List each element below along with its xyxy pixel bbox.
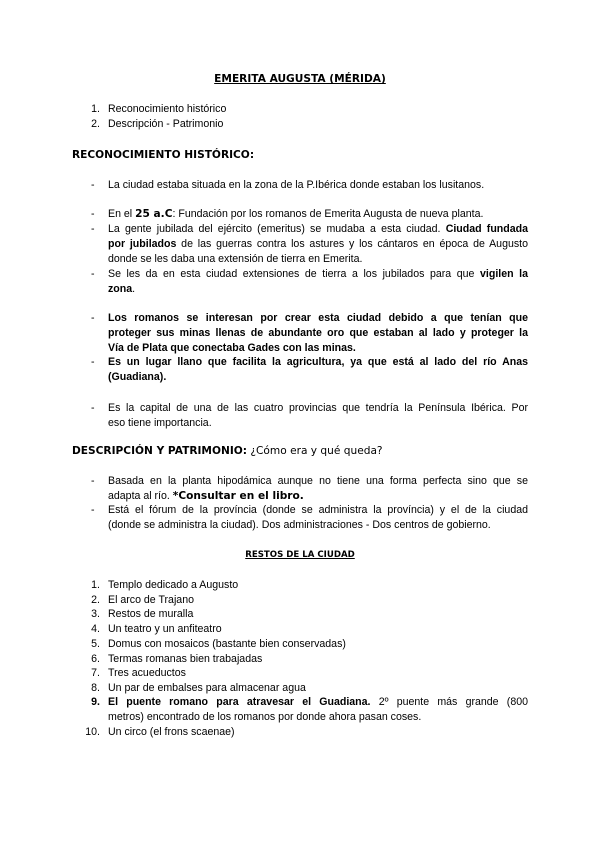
- list-item: Tres acueductos: [108, 667, 186, 679]
- list-number: 6.: [91, 653, 100, 665]
- bold-run: por jubilados: [108, 238, 177, 250]
- text-run: de las guerras contra los astures y los cántaros en época de Augusto: [176, 238, 528, 250]
- list-item-paragraph: [108, 695, 528, 725]
- bullet-dash: -: [91, 356, 95, 368]
- paragraph-line: Es un lugar llano que facilita la agricultura, ya que está al lado del río Anas: [108, 356, 528, 368]
- list-item: Domus con mosaicos (bastante bien conservadas): [108, 638, 346, 650]
- bullet-paragraph: [108, 503, 528, 533]
- text-run: adapta al río.: [108, 490, 173, 502]
- bold-run: vigilen la: [480, 268, 528, 280]
- heading-text: DESCRIPCIÓN Y PATRIMONIO:: [72, 445, 248, 457]
- bullet-paragraph: [108, 474, 528, 504]
- section-heading-descripcion: [72, 444, 383, 459]
- bullet-text: [108, 207, 483, 222]
- text-run: 2º puente más grande (800: [370, 696, 528, 708]
- text-run: Se les da en esta ciudad extensiones de tierra a los jubilados para que: [108, 268, 481, 280]
- list-item: Termas romanas bien trabajadas: [108, 653, 263, 665]
- toc-number: 1.: [91, 103, 100, 115]
- paragraph-line: [108, 267, 528, 282]
- toc-item: Reconocimiento histórico: [108, 103, 227, 115]
- paragraph-line: donde se les daba una extensión de tierra en Emerita.: [108, 253, 363, 265]
- paragraph-line: metros) encontrado de los romanos por donde ahora pasan coses.: [108, 711, 422, 723]
- bold-run: El puente romano para atravesar el Guadiana.: [108, 696, 371, 708]
- paragraph-line: Los romanos se interesan por crear esta ciudad debido a que tenían que: [108, 312, 528, 324]
- toc-number: 2.: [91, 118, 100, 130]
- list-number: 1.: [91, 579, 100, 591]
- list-item: Restos de muralla: [108, 608, 194, 620]
- paragraph-line: Está el fórum de la província (donde se administra la província) y el de la ciudad: [108, 504, 528, 516]
- list-item: Templo dedicado a Augusto: [108, 579, 239, 591]
- list-number: 5.: [91, 638, 100, 650]
- list-number: 4.: [91, 623, 100, 635]
- list-number: 7.: [91, 667, 100, 679]
- toc-item: Descripción - Patrimonio: [108, 118, 224, 130]
- paragraph-line: Vía de Plata que conectaba Gades con las minas.: [108, 342, 356, 354]
- bullet-paragraph: [108, 222, 528, 267]
- bullet-paragraph-bold: [108, 311, 528, 356]
- text-run: La gente jubilada del ejército (emeritus) se mudaba a esta ciudad.: [108, 223, 446, 235]
- text-run: .: [132, 283, 136, 295]
- section-heading-historico: RECONOCIMIENTO HISTÓRICO:: [72, 149, 255, 161]
- paragraph-line: proteger sus minas llenas de abundante oro que estaban al lado y proteger la: [108, 327, 528, 339]
- date-highlight: 25 a.C: [135, 208, 173, 220]
- bullet-dash: -: [91, 504, 95, 516]
- paragraph-line: [108, 695, 528, 710]
- list-item: Un par de embalses para almacenar agua: [108, 682, 306, 694]
- bullet-dash: -: [91, 223, 95, 235]
- bullet-paragraph: [108, 401, 528, 431]
- paragraph-line: (Guadiana).: [108, 371, 167, 383]
- paragraph-line: [108, 222, 528, 237]
- bold-run: zona: [108, 283, 133, 295]
- bullet-paragraph-bold: [108, 355, 528, 385]
- restos-heading: RESTOS DE LA CIUDAD: [245, 550, 355, 560]
- list-item: El arco de Trajano: [108, 594, 194, 606]
- bullet-dash: -: [91, 179, 95, 191]
- list-number: 9.: [91, 696, 100, 708]
- list-number: 10.: [85, 726, 100, 738]
- list-item: Un circo (el frons scaenae): [108, 726, 235, 738]
- list-number: 2.: [91, 594, 100, 606]
- list-number: 8.: [91, 682, 100, 694]
- bullet-dash: -: [91, 208, 95, 220]
- paragraph-line: Basada en la planta hipodámica aunque no tiene una forma perfecta sino que se: [108, 475, 528, 487]
- paragraph-line: [108, 282, 528, 297]
- bold-run: Ciudad fundada: [445, 223, 528, 235]
- bullet-text: La ciudad estaba situada en la zona de la P.Ibérica donde estaban los lusitanos.: [108, 179, 485, 191]
- bullet-paragraph: [108, 267, 528, 297]
- paragraph-line: [108, 237, 528, 252]
- bullet-dash: -: [91, 402, 95, 414]
- paragraph-line: [108, 489, 528, 504]
- document-title: EMERITA AUGUSTA (MÉRIDA): [214, 73, 386, 85]
- bullet-text-part: En el: [108, 208, 136, 220]
- heading-question: ¿Cómo era y qué queda?: [247, 445, 383, 457]
- paragraph-line: (donde se administra la ciudad). Dos administraciones - Dos centros de gobierno.: [108, 519, 491, 531]
- paragraph-line: Es la capital de una de las cuatro provincias que tendría la Península Ibérica. Por: [108, 402, 528, 414]
- bullet-dash: -: [91, 312, 95, 324]
- list-number: 3.: [91, 608, 100, 620]
- bullet-dash: -: [91, 475, 95, 487]
- list-item: Un teatro y un anfiteatro: [108, 623, 222, 635]
- bold-run: *Consultar en el libro.: [172, 490, 304, 502]
- paragraph-line: eso tiene importancia.: [108, 417, 212, 429]
- bullet-dash: -: [91, 268, 95, 280]
- bullet-text-part: : Fundación por los romanos de Emerita Augusta de nueva planta.: [172, 208, 484, 220]
